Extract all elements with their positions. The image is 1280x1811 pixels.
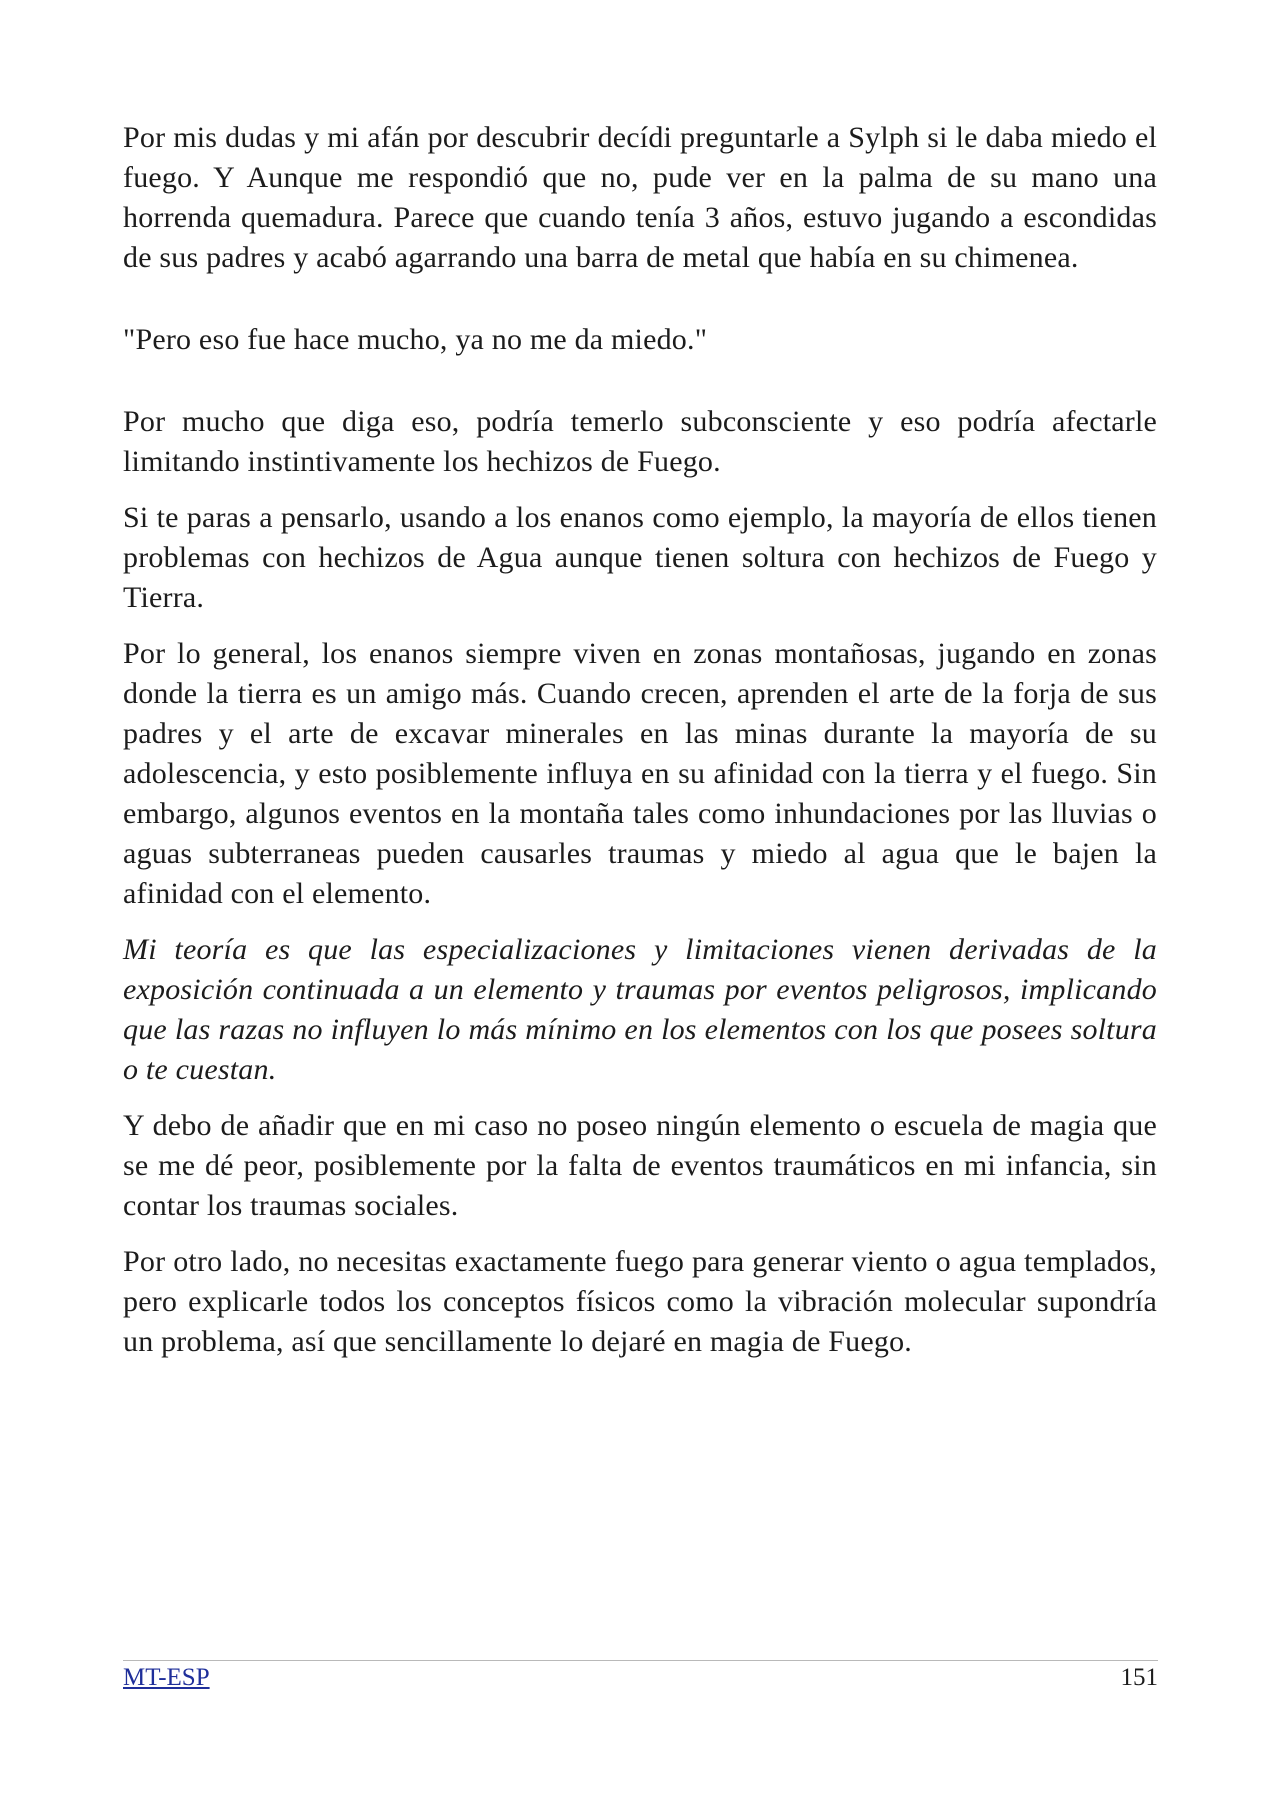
page-body <box>123 118 1157 1362</box>
footer-link-mt-esp[interactable]: MT-ESP <box>123 1664 210 1691</box>
footer-divider <box>123 1660 1158 1661</box>
paragraph-own-case: Y debo de añadir que en mi caso no poseo ningún elemento o escuela de magia que se me dé peor, posiblemente por la falta de eventos traumáticos en mi infancia, sin contar los traumas sociales. <box>123 1109 1157 1222</box>
paragraph-subconscious-fear: Por mucho que diga eso, podría temerlo subconsciente y eso podría afectarle limitando instintivamente los hechizos de Fuego. <box>123 405 1157 478</box>
paragraph-dwarves-example: Si te paras a pensarlo, usando a los enanos como ejemplo, la mayoría de ellos tienen problemas con hechizos de Agua aunque tienen soltura con hechizos de Fuego y Tierra. <box>123 501 1157 614</box>
paragraph-fire-magic: Por otro lado, no necesitas exactamente fuego para generar viento o agua templados, pero explicarle todos los conceptos físicos como la vibración molecular supondría un problema, así que sencillamente lo dejaré en magia de Fuego. <box>123 1245 1157 1358</box>
paragraph-sylph-burn: Por mis dudas y mi afán por descubrir decídi preguntarle a Sylph si le daba miedo el fuego. Y Aunque me respondió que no, pude ver en la palma de su mano una horrenda quemadura. Parece que cuando tenía 3 años, estuvo jugando a escondidas de sus padres y acabó agarrando una barra de metal que había en su chimenea. <box>123 121 1157 274</box>
paragraph-quote: "Pero eso fue hace mucho, ya no me da miedo." <box>123 323 708 356</box>
page-number: 151 <box>1120 1664 1158 1691</box>
paragraph-theory: Mi teoría es que las especializaciones y limitaciones vienen derivadas de la exposición continuada a un elemento y traumas por eventos peligrosos, implicando que las razas no influyen lo más mínimo en los elementos con los que posees soltura o te cuestan. <box>123 933 1157 1086</box>
paragraph-dwarves-life: Por lo general, los enanos siempre viven en zonas montañosas, jugando en zonas donde la tierra es un amigo más. Cuando crecen, aprenden el arte de la forja de sus padres y el arte de excavar minerales en las minas durante la mayoría de su adolescencia, y esto posiblemente influya en su afinidad con la tierra y el fuego. Sin embargo, algunos eventos en la montaña tales como inhundaciones por las lluvias o aguas subterraneas pueden causarles traumas y miedo al agua que le bajen la afinidad con el elemento. <box>123 637 1157 910</box>
